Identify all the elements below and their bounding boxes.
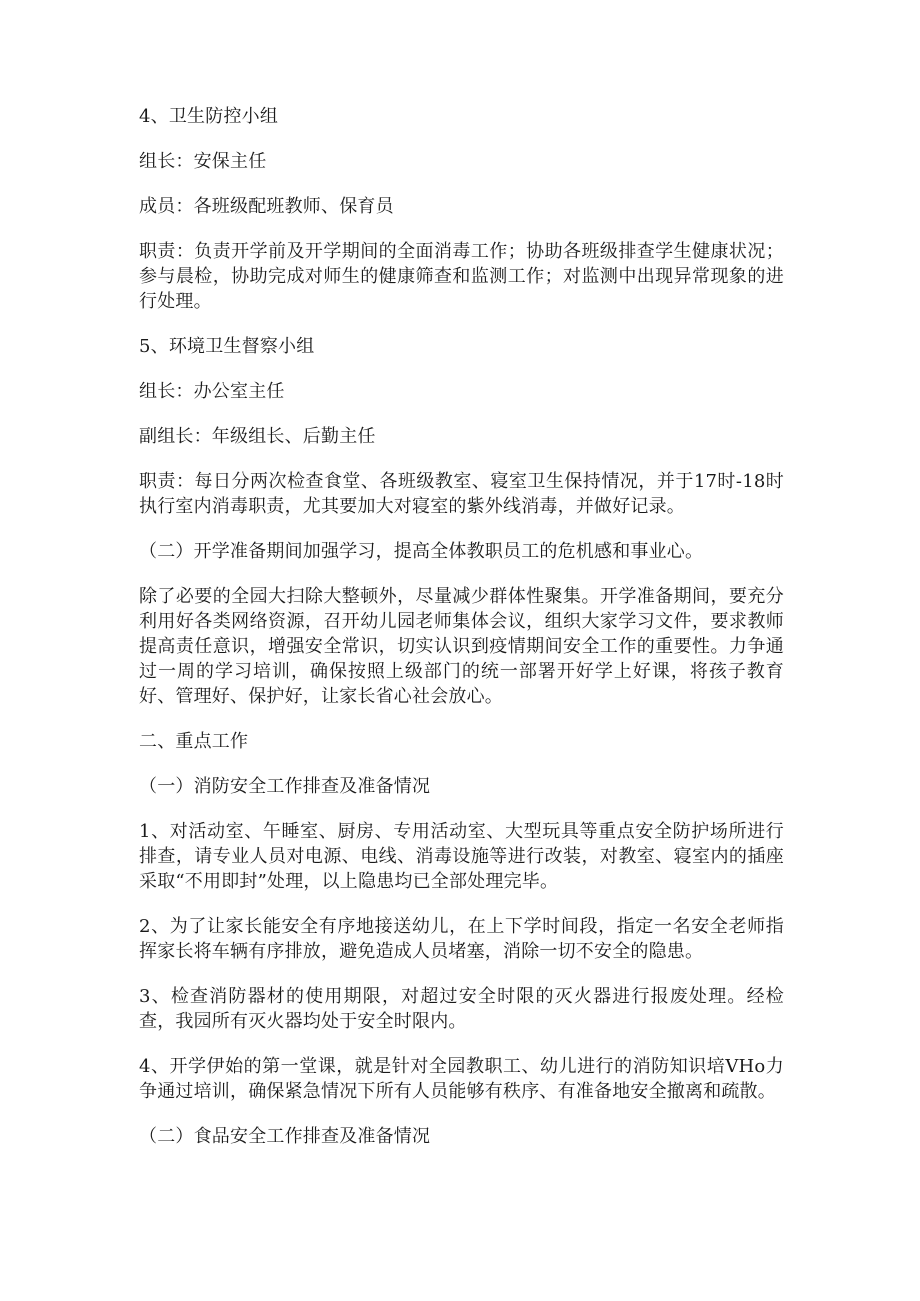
study-section-body: 除了必要的全园大扫除大整顿外，尽量减少群体性聚集。开学准备期间，要充分利用好各类网络资源，召开幼儿园老师集体会议，组织大家学习文件，要求教师提高责任意识，增强安全常识，切实认识到疫情期间安全工作的重要性。力争通过一周的学习培训，确保按照上级部门的统一部署开好学上好课，将孩子教育好、管理好、保护好，让家长省心社会放心。 xyxy=(139,586,784,707)
heading-food-safety: （二）食品安全工作排查及准备情况 xyxy=(139,1126,431,1147)
hygiene-group-members: 成员：各班级配班教师、保育员 xyxy=(139,196,394,217)
heading-fire-safety: （一）消防安全工作排查及准备情况 xyxy=(139,776,431,797)
heading-study-section: （二）开学准备期间加强学习，提高全体教职员工的危机感和事业心。 xyxy=(139,541,704,562)
environment-group-deputy: 副组长：年级组长、后勤主任 xyxy=(139,426,376,447)
environment-group-leader: 组长：办公室主任 xyxy=(139,381,285,402)
fire-safety-item-3: 3、检查消防器材的使用期限，对超过安全时限的灭火器进行报废处理。经检查，我园所有灭火器均处于安全时限内。 xyxy=(139,986,784,1032)
heading-key-work: 二、重点工作 xyxy=(139,731,249,752)
document-body xyxy=(139,104,784,1169)
heading-environment-group: 5、环境卫生督察小组 xyxy=(139,336,315,357)
environment-group-duties: 职责：每日分两次检查食堂、各班级教室、寝室卫生保持情况，并于17时-18时执行室内消毒职责，尤其要加大对寝室的紫外线消毒，并做好记录。 xyxy=(139,471,784,517)
heading-hygiene-group: 4、卫生防控小组 xyxy=(139,106,279,127)
fire-safety-item-2: 2、为了让家长能安全有序地接送幼儿，在上下学时间段，指定一名安全老师指挥家长将车辆有序排放，避免造成人员堵塞，消除一切不安全的隐患。 xyxy=(139,916,784,962)
hygiene-group-leader: 组长：安保主任 xyxy=(139,151,267,172)
fire-safety-item-4: 4、开学伊始的第一堂课，就是针对全园教职工、幼儿进行的消防知识培VHo力争通过培训，确保紧急情况下所有人员能够有秩序、有准备地安全撤离和疏散。 xyxy=(139,1056,784,1102)
hygiene-group-duties: 职责：负责开学前及开学期间的全面消毒工作；协助各班级排查学生健康状况；参与晨检，协助完成对师生的健康筛查和监测工作；对监测中出现异常现象的进行处理。 xyxy=(139,241,784,312)
fire-safety-item-1: 1、对活动室、午睡室、厨房、专用活动室、大型玩具等重点安全防护场所进行排查，请专业人员对电源、电线、消毒设施等进行改装，对教室、寝室内的插座采取“不用即封”处理，以上隐患均已全部处理完毕。 xyxy=(139,821,784,892)
